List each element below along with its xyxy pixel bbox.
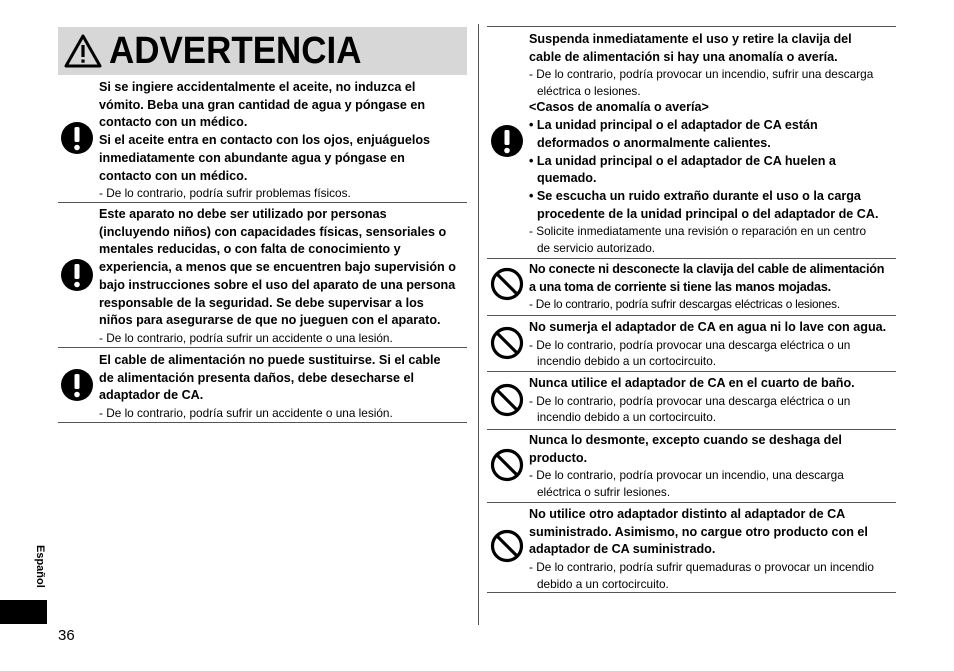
warning-text: de alimentación presenta daños, debe desecharse el <box>99 370 414 385</box>
case-bullet: deformados o anormalmente calientes. <box>537 135 771 150</box>
warning-text: responsable de la seguridad. Se debe supervisar a los <box>99 295 424 310</box>
divider <box>487 429 896 430</box>
case-bullet: quemado. <box>537 171 597 186</box>
warning-text: bajo instrucciones sobre el uso del aparato de una persona <box>99 277 456 292</box>
warning-text: contacto con un médico. <box>99 115 248 130</box>
consequence-note: debido a un cortocircuito. <box>537 576 669 591</box>
exclamation-icon <box>60 258 94 292</box>
consequence-note: eléctrica o sufrir lesiones. <box>537 484 671 499</box>
divider <box>58 347 467 348</box>
case-bullet: • La unidad principal o el adaptador de CA huelen a <box>529 153 836 168</box>
warning-header <box>58 27 467 75</box>
divider <box>487 258 896 259</box>
divider <box>487 371 896 372</box>
divider <box>487 502 896 503</box>
cases-heading: <Casos de anomalía o avería> <box>529 100 709 115</box>
warning-text: experiencia, a menos que se encuentren bajo supervisión o <box>99 260 456 275</box>
language-label: Español <box>34 545 46 588</box>
column-divider <box>478 24 479 625</box>
warning-text: adaptador de CA suministrado. <box>529 542 716 557</box>
warning-text: niños para asegurarse de que no jueguen con el aparato. <box>99 313 441 328</box>
page-title: ADVERTENCIA <box>109 30 362 72</box>
warning-text: Nunca lo desmonte, excepto cuando se deshaga del <box>529 433 842 447</box>
warning-text: a una toma de corriente si tiene las manos mojadas. <box>529 279 831 294</box>
consequence-note: incendio debido a un cortocircuito. <box>537 354 717 369</box>
warning-text: No sumerja el adaptador de CA en agua ni lo lave con agua. <box>529 320 887 334</box>
warning-text: contacto con un médico. <box>99 168 248 183</box>
warning-text: (incluyendo niños) con capacidades físicas, sensoriales o <box>99 224 447 239</box>
warning-text: No conecte ni desconecte la clavija del cable de alimentación <box>529 262 885 276</box>
exclamation-icon <box>490 124 524 158</box>
warning-text: adaptador de CA. <box>99 388 204 403</box>
prohibited-icon <box>490 326 524 360</box>
warning-text: cable de alimentación si hay una anomalía o avería. <box>529 49 838 64</box>
warning-text: Si el aceite entra en contacto con los ojos, enjuáguelos <box>99 133 431 148</box>
divider <box>487 315 896 316</box>
warning-text: No utilice otro adaptador distinto al adaptador de CA <box>529 507 846 521</box>
consequence-note: - De lo contrario, podría provocar una descarga eléctrica o un <box>529 393 851 408</box>
consequence-note: incendio debido a un cortocircuito. <box>537 410 717 425</box>
consequence-note: de servicio autorizado. <box>537 240 656 255</box>
page-number: 36 <box>58 627 75 644</box>
consequence-note: - Solicite inmediatamente una revisión o reparación en un centro <box>529 224 867 239</box>
warning-text: inmediatamente con abundante agua y póngase en <box>99 150 405 165</box>
consequence-note: - De lo contrario, podría provocar un incendio, una descarga <box>529 468 844 483</box>
warning-text: Este aparato no debe ser utilizado por personas <box>99 207 387 221</box>
divider <box>58 422 467 423</box>
language-tab <box>0 600 47 624</box>
prohibited-icon <box>490 529 524 563</box>
prohibited-icon <box>490 448 524 482</box>
divider <box>487 592 896 593</box>
consequence-note: - De lo contrario, podría sufrir un accidente o una lesión. <box>99 406 393 421</box>
warning-text: Suspenda inmediatamente el uso y retire la clavija del <box>529 32 852 46</box>
consequence-note: - De lo contrario, podría sufrir un accidente o una lesión. <box>99 330 393 345</box>
consequence-note: eléctrica o lesiones. <box>537 83 641 98</box>
warning-text: Si se ingiere accidentalmente el aceite, no induzca el <box>99 80 416 94</box>
divider <box>487 26 896 27</box>
consequence-note: - De lo contrario, podría provocar un incendio, sufrir una descarga <box>529 67 874 82</box>
exclamation-icon <box>60 368 94 402</box>
consequence-note: - De lo contrario, podría sufrir descargas eléctricas o lesiones. <box>529 297 840 312</box>
case-bullet: • La unidad principal o el adaptador de CA están <box>529 118 818 133</box>
warning-text: mentales reducidas, o con falta de conocimiento y <box>99 242 401 257</box>
divider <box>58 202 467 203</box>
consequence-note: - De lo contrario, podría sufrir quemaduras o provocar un incendio <box>529 560 874 575</box>
case-bullet: procedente de la unidad principal o del adaptador de CA. <box>537 206 879 221</box>
consequence-note: - De lo contrario, podría provocar una descarga eléctrica o un <box>529 337 851 352</box>
consequence-note: - De lo contrario, podría sufrir problemas físicos. <box>99 186 351 201</box>
prohibited-icon <box>490 383 524 417</box>
warning-text: vómito. Beba una gran cantidad de agua y póngase en <box>99 97 426 112</box>
warning-triangle-icon <box>63 33 103 69</box>
warning-text: producto. <box>529 450 588 465</box>
case-bullet: • Se escucha un ruido extraño durante el uso o la carga <box>529 188 861 203</box>
warning-text: El cable de alimentación no puede sustituirse. Si el cable <box>99 353 441 367</box>
warning-text: suministrado. Asimismo, no cargue otro producto con el <box>529 524 868 539</box>
warning-text: Nunca utilice el adaptador de CA en el cuarto de baño. <box>529 376 855 390</box>
exclamation-icon <box>60 121 94 155</box>
prohibited-icon <box>490 267 524 301</box>
